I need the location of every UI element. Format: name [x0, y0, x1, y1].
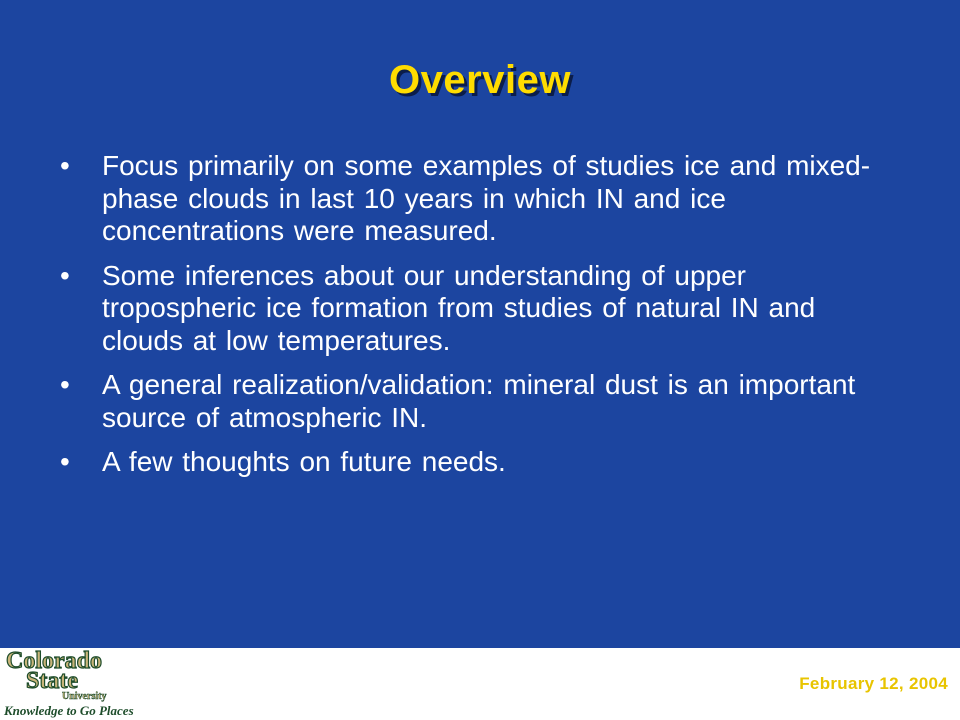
bullet-item — [56, 260, 896, 358]
bullet-text: Some inferences about our understanding of upper tropospheric ice formation from studies of natural IN and clouds at low temperatures. — [102, 259, 816, 356]
bullet-marker: • — [60, 150, 70, 181]
logo-tagline: Knowledge to Go Places — [4, 703, 134, 718]
bullet-item — [56, 150, 896, 248]
bullet-marker: • — [60, 369, 70, 400]
bullet-marker: • — [60, 259, 70, 291]
bullet-list — [56, 150, 896, 491]
logo-line-3: University — [62, 691, 107, 702]
bullet-marker: • — [60, 446, 70, 477]
bullet-item — [56, 369, 896, 434]
logo-line-1: Colorado — [6, 648, 102, 674]
bullet-item — [56, 446, 896, 479]
footer-date: February 12, 2004 — [799, 674, 948, 693]
logo-line-2: State — [26, 668, 78, 694]
bullet-text: Focus primarily on some examples of studies ice and mixed-phase clouds in last 10 years in which IN and ice concentrations were measured. — [102, 150, 871, 246]
bullet-text: A general realization/validation: mineral dust is an important source of atmospheric IN. — [102, 369, 856, 433]
university-logo-graphic — [0, 648, 170, 720]
university-logo — [0, 648, 170, 720]
bullet-text: A few thoughts on future needs. — [102, 446, 506, 477]
slide-title: Overview — [389, 58, 571, 102]
